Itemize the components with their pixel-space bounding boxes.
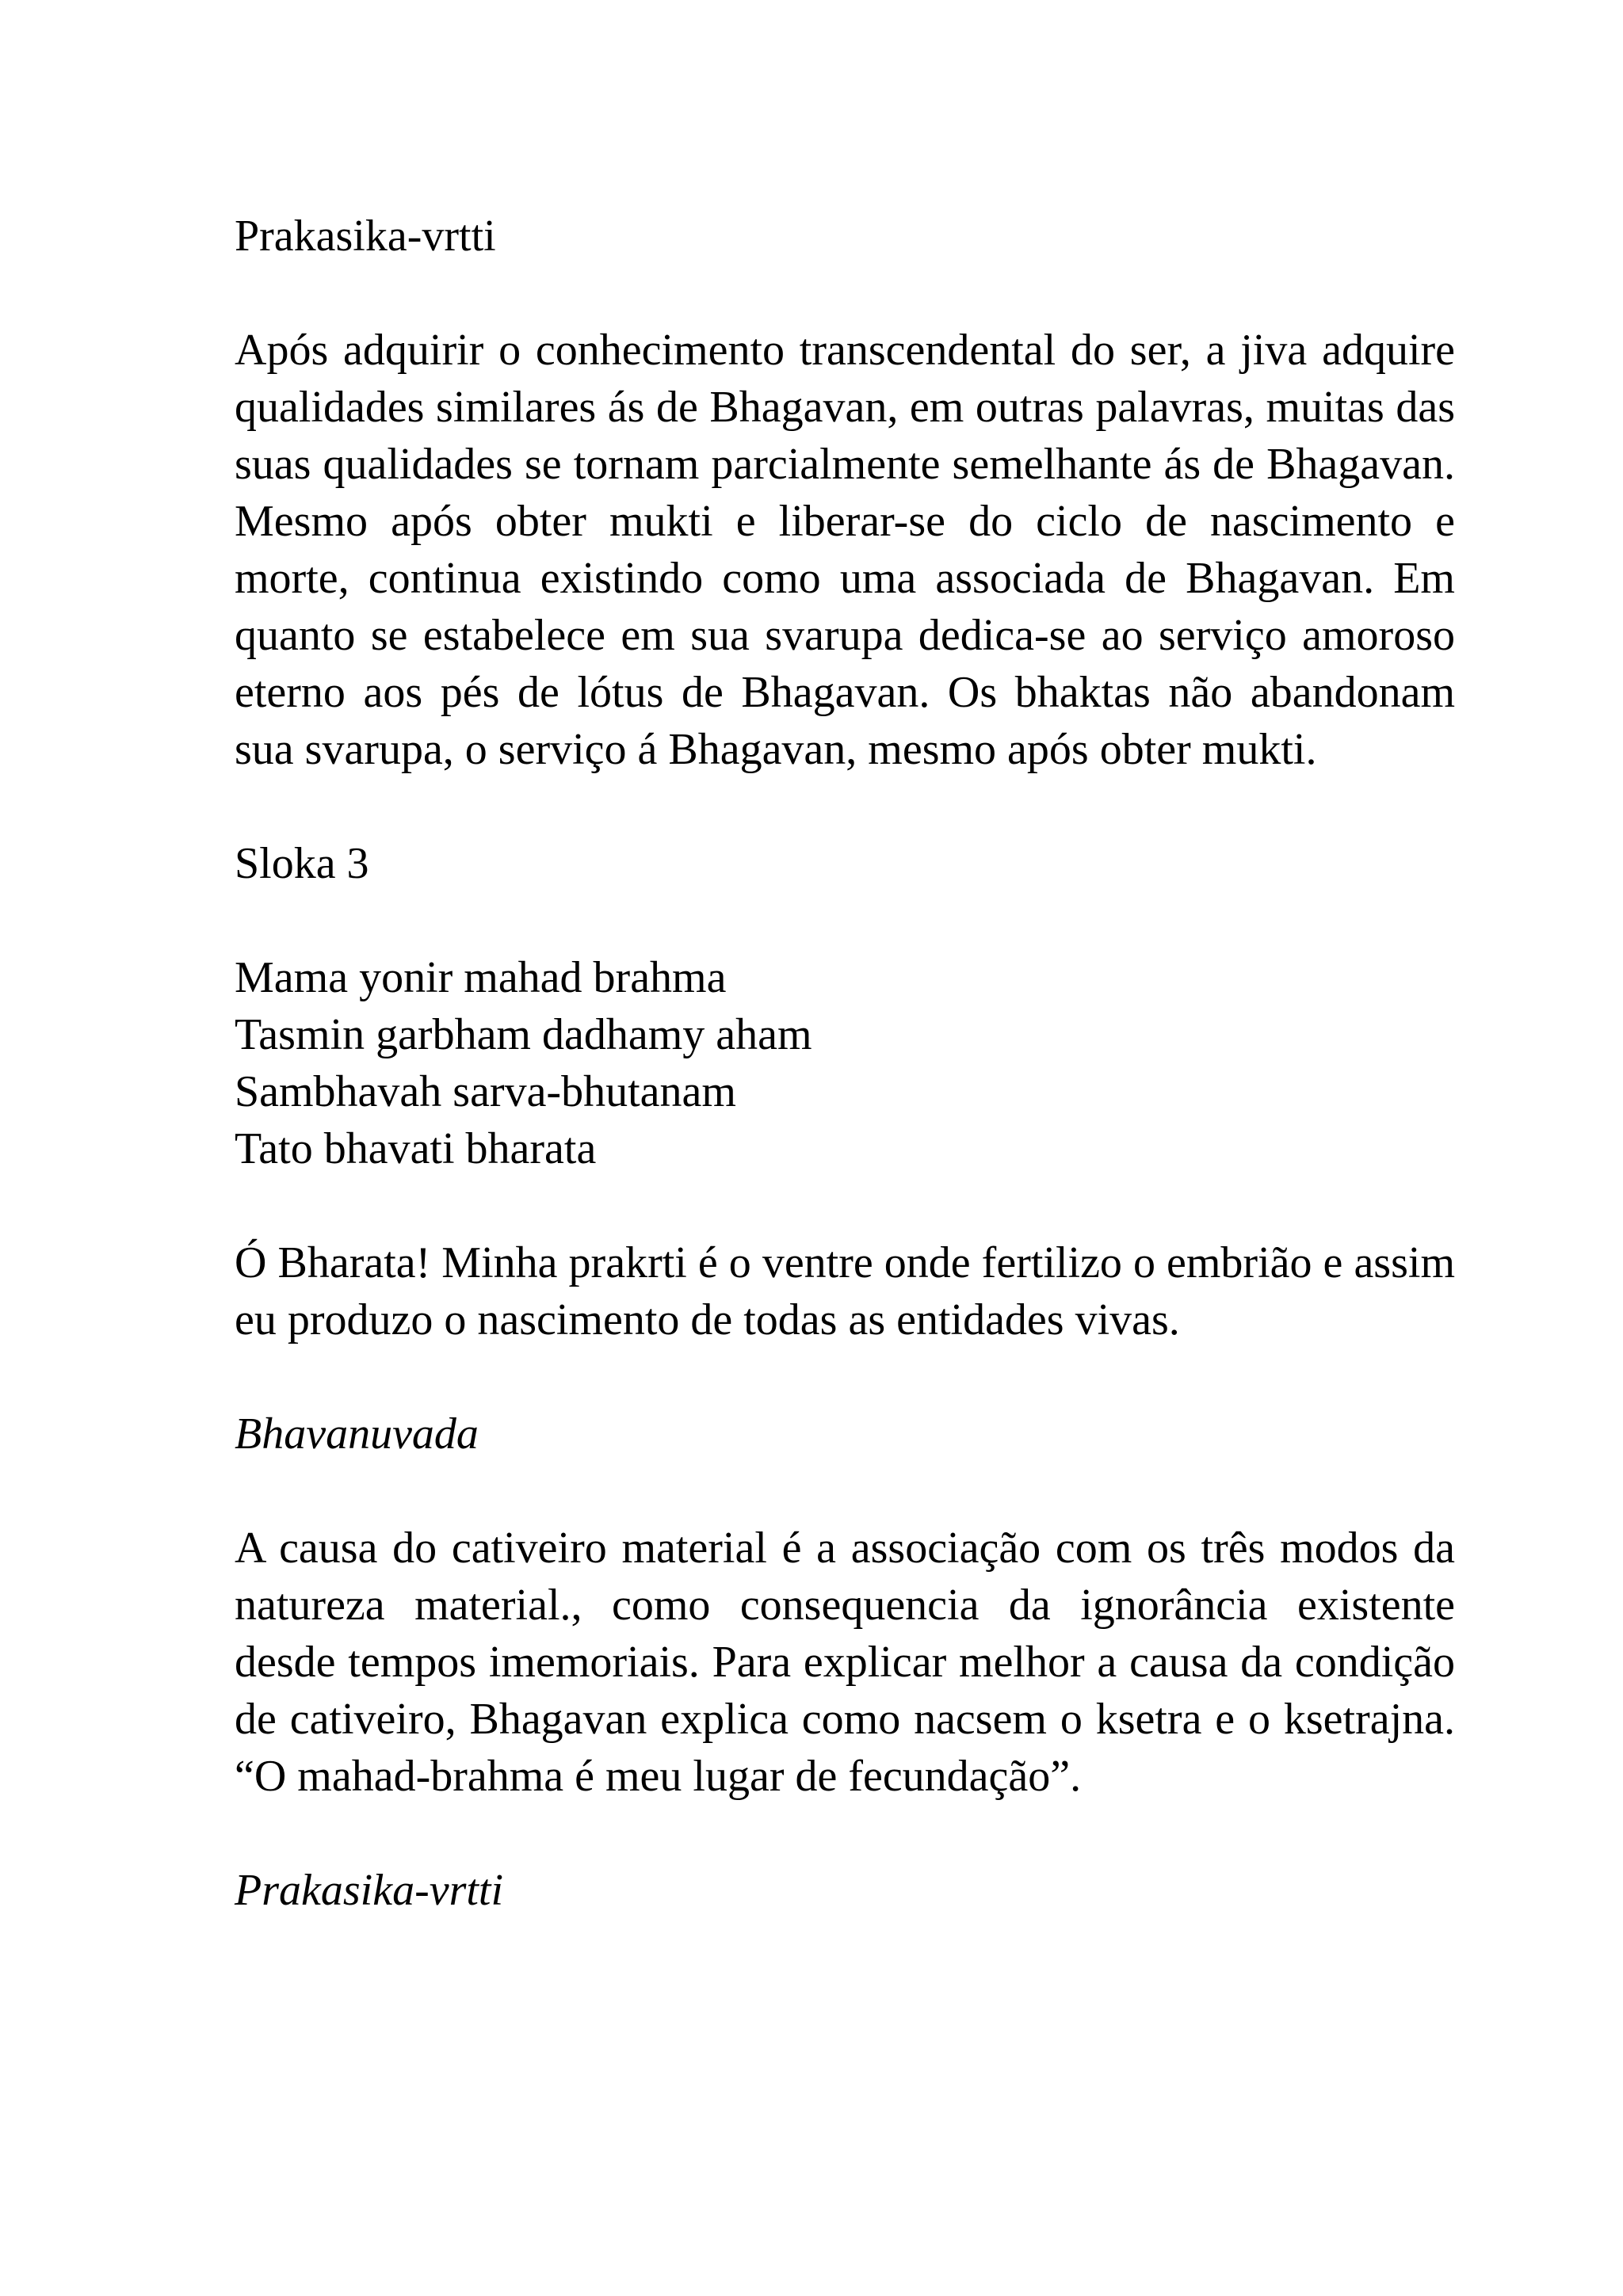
verse-line: Tato bhavati bharata — [235, 1124, 597, 1173]
verse-line: Sambhavah sarva-bhutanam — [235, 1067, 736, 1116]
verse-line: Mama yonir mahad brahma — [235, 953, 727, 1002]
sloka-heading: Sloka 3 — [235, 839, 369, 888]
translation-paragraph: Ó Bharata! Minha prakrti é o ventre onde fertilizo o embrião e assim eu produzo o nascimento de todas as entidades vivas. — [235, 1238, 1455, 1344]
sloka-verse — [235, 949, 1455, 1177]
verse-line: Tasmin garbham dadhamy aham — [235, 1010, 812, 1059]
commentary-paragraph: Após adquirir o conhecimento transcendental do ser, a jiva adquire qualidades similares ás de Bhagavan, em outras palavras, muitas das suas qualidades se tornam parcialmente semelhante ás de Bhagavan. Mesmo após obter mukti e liberar-se do ciclo de nascimento e morte, continua existindo como uma associada de Bhagavan. Em quanto se estabelece em sua svarupa dedica-se ao serviço amoroso eterno aos pés de lótus de Bhagavan. Os bhaktas não abandonam sua svarupa, o serviço á Bhagavan, mesmo após obter mukti. — [235, 326, 1455, 774]
section-heading-prakasika-vrtti-italic: Prakasika-vrtti — [235, 1866, 504, 1915]
page-content — [235, 208, 1455, 1919]
section-heading-bhavanuvada: Bhavanuvada — [235, 1409, 479, 1459]
section-heading-prakasika-vrtti: Prakasika-vrtti — [235, 212, 496, 261]
bhavanuvada-paragraph: A causa do cativeiro material é a associação com os três modos da natureza material., como consequencia da ignorância existente desde tempos imemoriais. Para explicar melhor a causa da condição de cativeiro, Bhagavan explica como nacsem o ksetra e o ksetrajna. “O mahad-brahma é meu lugar de fecundação”. — [235, 1524, 1455, 1801]
